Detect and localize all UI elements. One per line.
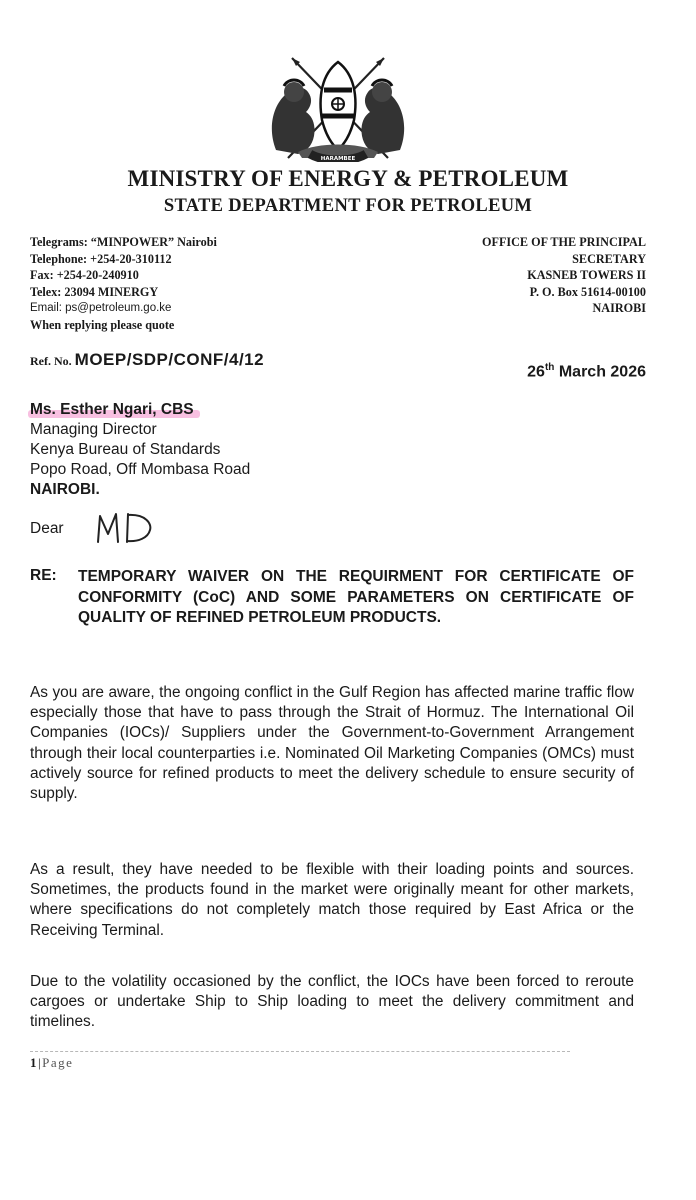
paragraph-2: As a result, they have needed to be flexible with their loading points and sources. Sometimes, the products found in the market were originally meant for other markets, where specifications do not completely match those required by East Africa or the Receiving Terminal.: [30, 861, 634, 939]
salutation-word: Dear: [30, 520, 64, 537]
telephone-line: Telephone: +254-20-310112: [30, 251, 172, 266]
date-rest: March 2026: [554, 363, 646, 381]
page-number: 1: [30, 1055, 38, 1070]
recipient-address: [30, 400, 430, 500]
date-suffix: th: [544, 362, 555, 373]
coat-of-arms-icon: [258, 50, 418, 162]
office-line-1: OFFICE OF THE PRINCIPAL: [482, 235, 646, 249]
reference-number: MOEP/SDP/CONF/4/12: [74, 350, 265, 369]
reply-note: When replying please quote: [30, 317, 175, 332]
office-line-4: P. O. Box 51614-00100: [529, 284, 646, 299]
recipient-name-text: Ms. Esther Ngari, CBS: [30, 401, 194, 418]
office-line-5: NAIROBI: [592, 301, 646, 316]
email-line: Email: ps@petroleum.go.ke: [30, 302, 172, 315]
date-day: 26: [527, 363, 545, 381]
reference-line: [30, 350, 264, 370]
office-address-block: [396, 234, 646, 317]
footer-divider: [30, 1051, 570, 1052]
letter-date: [527, 362, 646, 381]
reference-label: Ref. No.: [30, 354, 72, 368]
paragraph-1: As you are aware, the ongoing conflict in the Gulf Region has affected marine traffic flow especially those that have to pass through the Strait of Hormuz. The International Oil Companies (IOCs)/ Suppliers under the Government-to-Government Arrangement through their local counterparties i.e. Nominated Oil Marketing Companies (OMCs) must actively source for refined products to meet the delivery schedule to ensure security of supply.: [30, 684, 634, 803]
page-footer: [30, 1055, 73, 1071]
telegrams-line: Telegrams: “MINPOWER” Nairobi: [30, 235, 217, 249]
subject-label: RE:: [30, 567, 57, 584]
paragraph-3: Due to the volatility occasioned by the conflict, the IOCs have been forced to reroute cargoes or undertake Ship to Ship loading to meet the delivery commitment and timelines.: [30, 973, 634, 1031]
page-separator: |: [38, 1055, 43, 1070]
recipient-name: [30, 400, 194, 420]
office-line-2: SECRETARY: [572, 251, 646, 266]
office-line-3: KASNEB TOWERS II: [527, 268, 646, 283]
recipient-city: NAIROBI.: [30, 481, 100, 498]
svg-text:HARAMBEE: HARAMBEE: [320, 156, 356, 162]
recipient-organization: Kenya Bureau of Standards: [30, 441, 221, 458]
page-word: Page: [42, 1055, 74, 1070]
contact-block: [30, 234, 360, 334]
recipient-title: Managing Director: [30, 421, 157, 438]
subject-text: TEMPORARY WAIVER ON THE REQUIRMENT FOR CERTIFICATE OF CONFORMITY (CoC) AND SOME PARAMETERS ON CERTIFICATE OF QUALITY OF REFINED PETROLEUM PRODUCTS.: [78, 568, 634, 626]
handwritten-md-signature: [94, 508, 156, 548]
ministry-title: MINISTRY OF ENERGY & PETROLEUM: [127, 166, 569, 191]
recipient-street: Popo Road, Off Mombasa Road: [30, 461, 251, 478]
department-title: STATE DEPARTMENT FOR PETROLEUM: [163, 196, 533, 216]
fax-line: Fax: +254-20-240910: [30, 268, 139, 283]
telex-line: Telex: 23094 MINERGY: [30, 284, 159, 299]
